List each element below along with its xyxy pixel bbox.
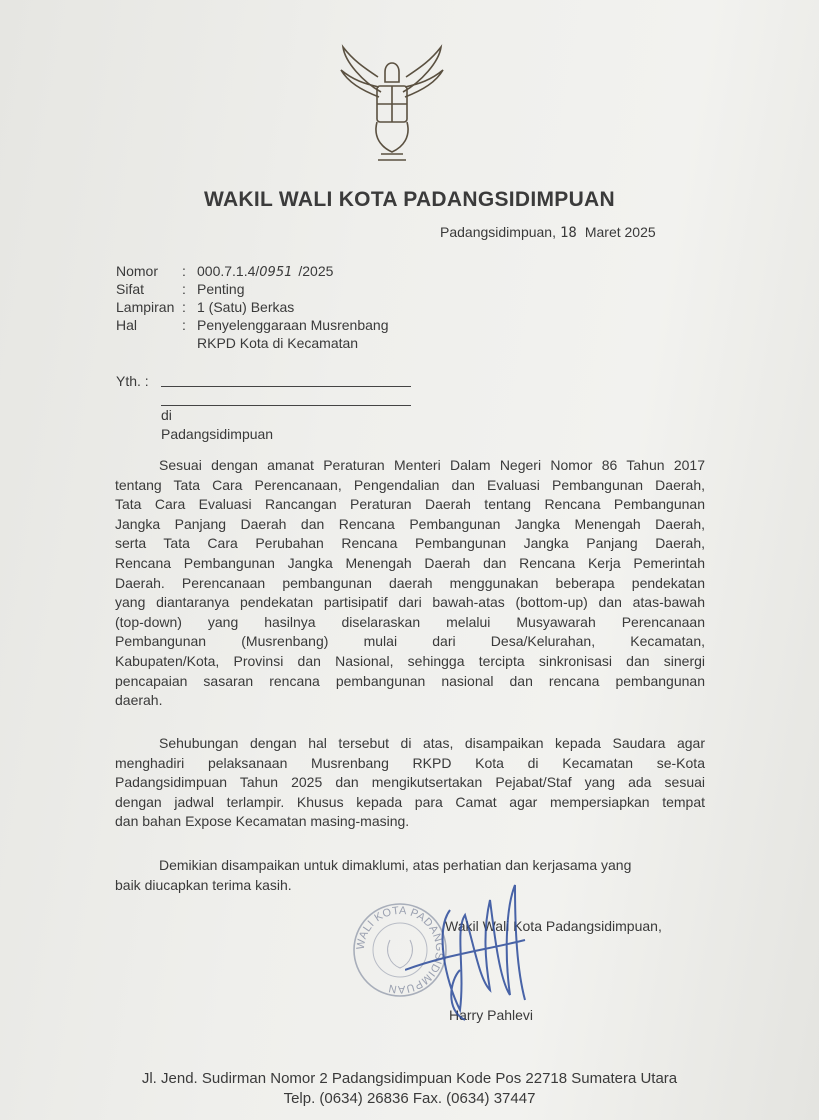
paragraph-line: baik diucapkan terima kasih.	[115, 876, 292, 893]
paragraph-line: serta Tata Cara Perubahan Rencana Pembangunan Jangka Panjang Daerah,	[115, 535, 705, 552]
meta-suffix: /2025	[298, 263, 334, 279]
signatory-position: Wakil Wali Kota Padangsidimpuan,	[445, 918, 662, 934]
paragraph-line: Kabupaten/Kota, Provinsi dan Nasional, sehingga tercipta sinkronisasi dan sinergi	[115, 652, 705, 669]
paragraph-line: Sesuai dengan amanat Peraturan Menteri Dalam Negeri Nomor 86 Tahun 2017	[159, 457, 705, 473]
meta-key: Lampiran	[116, 299, 175, 315]
meta-key: Sifat	[116, 281, 145, 297]
handwritten-number: 0951	[259, 265, 293, 280]
paragraph-line: dan bahan Expose Kecamatan masing-masing.	[115, 813, 410, 830]
meta-value: Penyelenggaraan Musrenbang	[197, 317, 389, 333]
recipient-label: Yth. :	[116, 373, 149, 389]
recipient-line	[161, 386, 411, 387]
meta-key: Nomor	[116, 263, 159, 279]
letter-title: WAKIL WALI KOTA PADANGSIDIMPUAN	[203, 188, 615, 211]
recipient-city: Padangsidimpuan	[161, 426, 274, 442]
meta-key: Hal	[116, 317, 138, 333]
paragraph-line: (top-down) yang hasilnya diselaraskan melalui Musyawarah Perencanaan	[115, 613, 705, 630]
meta-hal: Hal : Penyelenggaraan Musrenbang RKPD Kota di Kecamatan	[116, 317, 389, 351]
meta-nomor: Nomor : 000.7.1.4/0951 /2025	[116, 263, 334, 280]
handwritten-signature	[405, 870, 535, 1045]
signatory-name: Harry Pahlevi	[449, 1007, 534, 1023]
garuda-emblem-icon	[333, 42, 451, 167]
date-place: Padangsidimpuan,	[440, 224, 556, 240]
meta-value: 000.7.1.4/	[197, 263, 260, 279]
date-month-year: Maret 2025	[584, 224, 656, 240]
meta-value: Penting	[197, 281, 245, 297]
svg-text:WALI KOTA PADANGSIDIMPUAN: WALI KOTA PADANGSIDIMPUAN	[354, 904, 446, 996]
paragraph-line: Rencana Pembangunan Jangka Menengah Daerah dan Rencana Kerja Pemerintah	[115, 554, 705, 571]
meta-sifat: Sifat : Penting	[116, 281, 245, 297]
body-paragraph-1	[115, 456, 705, 711]
footer-phone: Telp. (0634) 26836 Fax. (0634) 37447	[283, 1090, 536, 1107]
paragraph-line: Pembangunan (Musrenbang) mulai dari Desa/Kelurahan, Kecamatan,	[115, 633, 705, 650]
paragraph-line: Jangka Panjang Daerah dan Rencana Pembangunan Jangka Menengah Daerah,	[115, 515, 705, 532]
paragraph-line: Padangsidimpuan Tahun 2025 dan mengikutsertakan Pejabat/Staf yang ada sesuai	[115, 774, 705, 791]
paragraph-line: dengan jadwal terlampir. Khusus kepada para Camat agar mempersiapkan tempat	[115, 793, 705, 810]
paragraph-line: Daerah. Perencanaan pembangunan daerah menggunakan beberapa pendekatan	[115, 574, 705, 591]
recipient-di: di	[161, 407, 172, 423]
body-paragraph-2	[115, 734, 705, 832]
paragraph-line: Tata Cara Evaluasi Rancangan Peraturan Daerah tentang Rencana Pembangunan	[115, 496, 705, 513]
paragraph-line: tentang Tata Cara Perencanaan, Pengendalian dan Evaluasi Pembangunan Daerah,	[115, 476, 705, 493]
paragraph-line: daerah.	[115, 692, 163, 709]
paragraph-line: pencapaian sasaran rencana pembangunan nasional dan rencana pembangunan	[115, 672, 705, 689]
recipient-line	[161, 405, 411, 406]
meta-value-2: RKPD Kota di Kecamatan	[197, 334, 359, 351]
paragraph-line: Sehubungan dengan hal tersebut di atas, disampaikan kepada Saudara agar	[159, 735, 705, 751]
date-day: 18	[559, 225, 577, 241]
meta-value: 1 (Satu) Berkas	[197, 299, 295, 315]
meta-lampiran: Lampiran : 1 (Satu) Berkas	[116, 299, 295, 315]
letter-date	[440, 224, 656, 241]
paragraph-line: Demikian disampaikan untuk dimaklumi, atas perhatian dan kerjasama yang	[159, 857, 632, 873]
paragraph-line: yang diantaranya pendekatan partisipatif dari bawah-atas (bottom-up) dan atas-bawah	[115, 594, 705, 611]
paragraph-line: menghadiri pelaksanaan Musrenbang RKPD Kota di Kecamatan se-Kota	[115, 754, 705, 771]
footer-address: Jl. Jend. Sudirman Nomor 2 Padangsidimpuan Kode Pos 22718 Sumatera Utara	[141, 1070, 678, 1087]
